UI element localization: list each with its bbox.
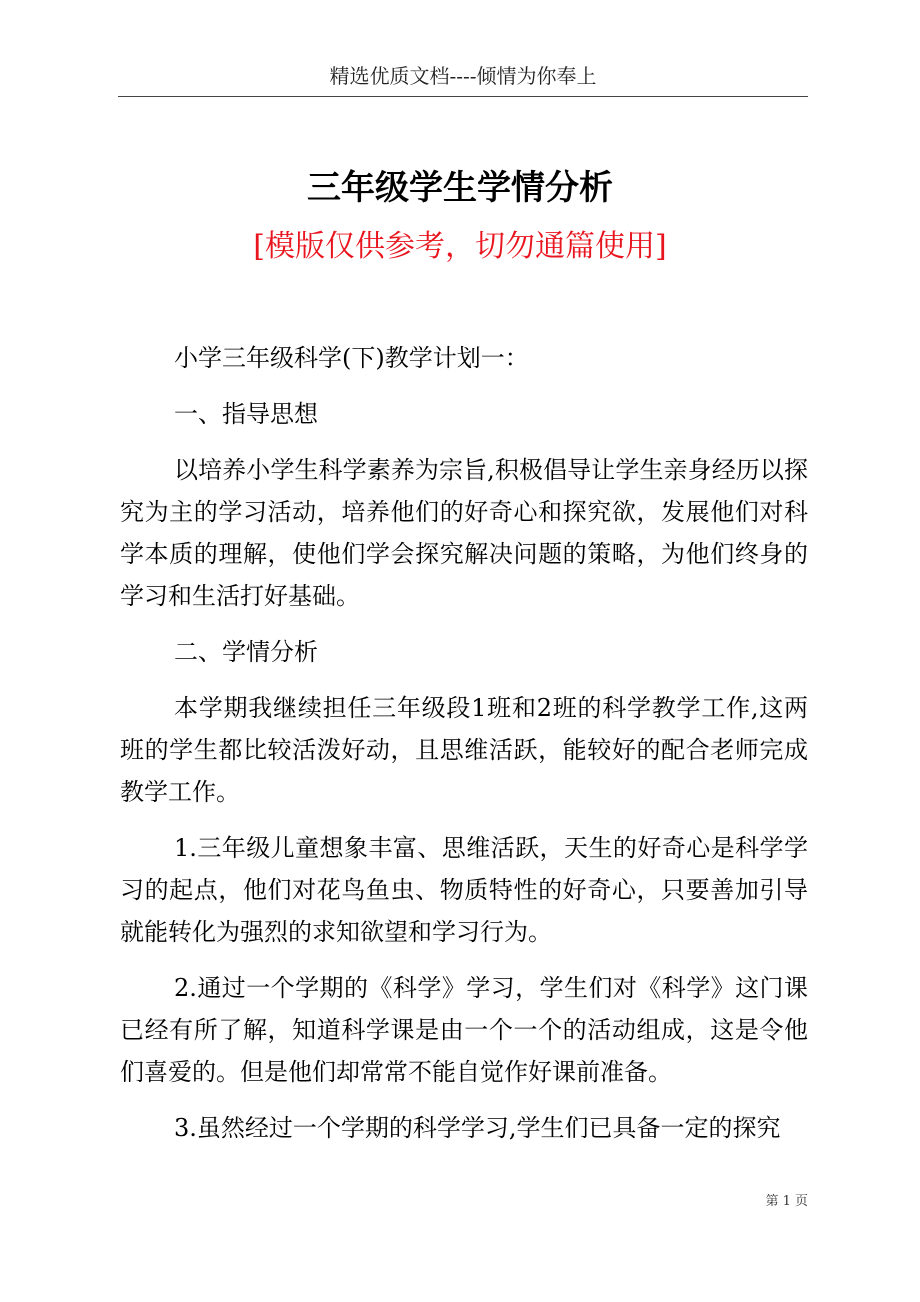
paragraph-point-3: 3.虽然经过一个学期的科学学习,学生们已具备一定的探究 [174,1114,781,1142]
section-heading-guiding-ideology: 一、指导思想 [174,400,318,428]
paragraph-student-analysis: 本学期我继续担任三年级段1班和2班的科学教学工作,这两班的学生都比较活泼好动，且思维活跃，能较好的配合老师完成教学工作。 [120,694,808,806]
paragraph-point-2: 2.通过一个学期的《科学》学习，学生们对《科学》这门课已经有所了解，知道科学课是由一个一个的活动组成，这是令他们喜爱的。但是他们却常常不能自觉作好课前准备。 [120,974,808,1086]
paragraph-guiding-ideology: 以培养小学生科学素养为宗旨,积极倡导让学生亲身经历以探究为主的学习活动，培养他们的好奇心和探究欲，发展他们对科学本质的理解，使他们学会探究解决问题的策略，为他们终身的学习和生活打好基础。 [120,456,808,610]
document-body [120,337,808,1163]
page-number: 第 1 页 [765,1194,808,1209]
document-subtitle: [模版仅供参考，切勿通篇使用] [253,229,667,264]
intro-line: 小学三年级科学(下)教学计划一： [174,344,529,372]
header-divider [118,96,808,97]
paragraph-point-1: 1.三年级儿童想象丰富、思维活跃，天生的好奇心是科学学习的起点，他们对花鸟鱼虫、物质特性的好奇心，只要善加引导就能转化为强烈的求知欲望和学习行为。 [120,834,808,946]
section-heading-student-analysis: 二、学情分析 [174,638,318,666]
page-header: 精选优质文档----倾情为你奉上 [329,64,597,88]
document-title: 三年级学生学情分析 [307,168,613,208]
